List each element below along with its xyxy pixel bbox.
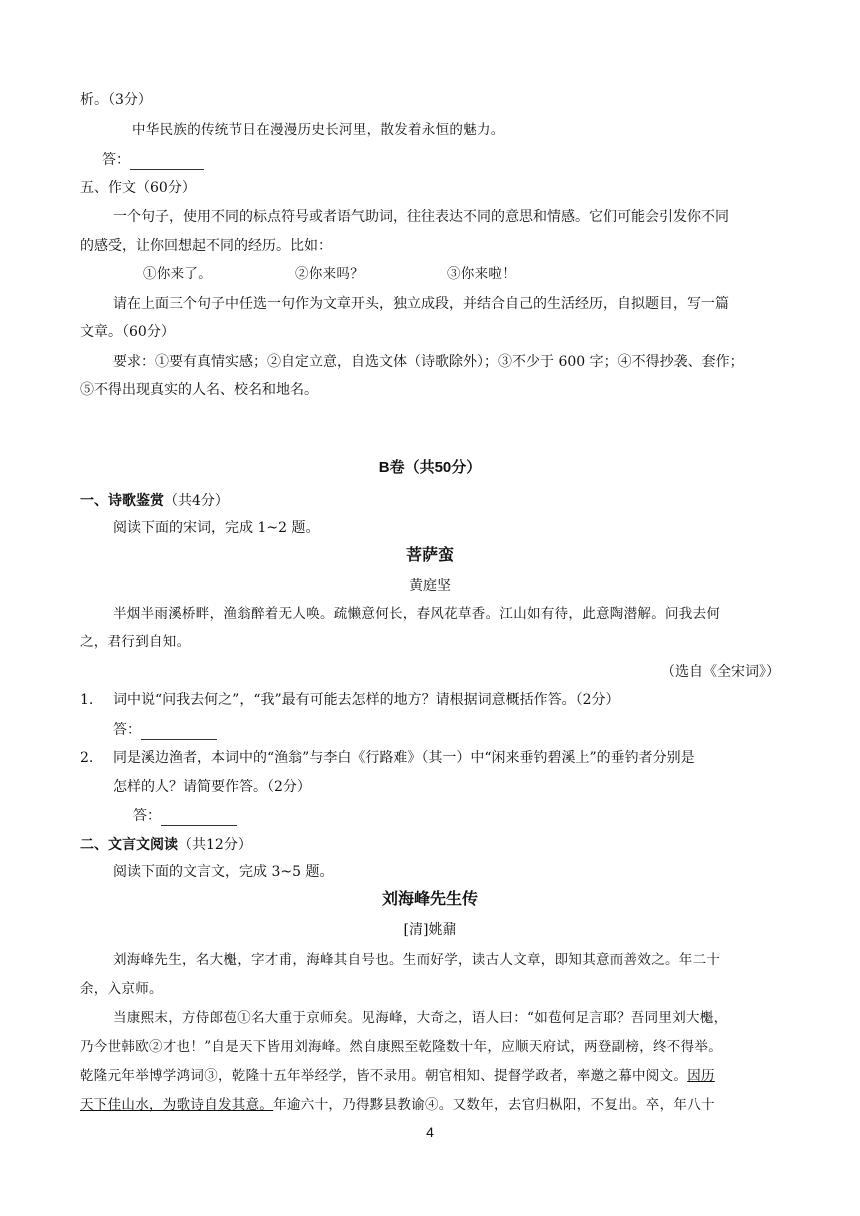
text-line-6-rest: 年逾六十，乃得黟县教谕④。又数年，去官归枞阳，不复出。卒，年八十: [273, 1097, 715, 1113]
section-1-intro: 阅读下面的宋词，完成 1~2 题。: [113, 520, 320, 536]
question-2-answer: [133, 806, 780, 826]
answer-label: 答：: [113, 722, 141, 738]
essay-paragraph-2: 请在上面三个句子中任选一句作为文章开头，独立成段，并结合自己的生活经历，自拟题目，写一篇: [113, 296, 729, 312]
question-1: [80, 690, 780, 710]
section-2-intro: 阅读下面的文言文，完成 3~5 题。: [113, 864, 334, 880]
answer-blank[interactable]: [130, 155, 204, 170]
text-line-5-main: 乾隆元年举博学鸿词③，乾隆十五年举经学，皆不录用。朝官相知、提督学政者，率邀之幕中阅文。: [80, 1068, 688, 1084]
answer-blank[interactable]: [161, 811, 237, 826]
poem-title: 菩萨蛮: [405, 547, 454, 564]
text-line-6: [80, 1095, 780, 1115]
answer-line: [102, 150, 780, 170]
section-1-points: （共4分）: [164, 493, 229, 509]
section-1-heading: [80, 490, 780, 511]
text-line-3: 当康熙末，方侍郎苞①名大重于京师矣。见海峰，大奇之，语人曰：“如苞何足言耶？吾同里刘大櫆，: [113, 1010, 728, 1026]
essay-paragraph-1: 一个句子，使用不同的标点符号或者语气助词，往往表达不同的意思和情感。它们可能会引发你不同: [113, 209, 729, 225]
underlined-sentence-start: 因历: [687, 1068, 715, 1084]
section-1-title: 一、诗歌鉴赏: [80, 492, 164, 508]
poem-source: （选自《全宋词》）: [661, 664, 780, 680]
essay-requirements: 要求：①要有真情实感；②自定立意，自选文体（诗歌除外）；③不少于 600 字；④不得抄袭、套作；: [113, 354, 744, 370]
poem-author: 黄庭坚: [409, 578, 451, 594]
text-title: 刘海峰先生传: [381, 891, 478, 908]
section-2-points: （共12分）: [178, 837, 252, 853]
question-tail: 析。（3分）: [80, 92, 152, 108]
section-2-heading: [80, 834, 780, 855]
option-1: ①你来了。: [143, 266, 212, 282]
poem-line-1: 半烟半雨溪桥畔，渔翁醉着无人唤。疏懒意何长，春风花草香。江山如有待，此意陶潜解。问我去何: [113, 606, 721, 622]
option-2: ②你来吗？: [295, 266, 364, 282]
answer-label: 答：: [102, 152, 130, 168]
essay-paragraph-1-cont: 的感受，让你回想起不同的经历。比如：: [80, 238, 332, 254]
option-3: ③你来啦！: [447, 266, 516, 282]
section-2-title: 二、文言文阅读: [80, 836, 178, 852]
question-1-text: 词中说“问我去何之”，“我”最有可能去怎样的地方？请根据词意概括作答。（2分）: [113, 692, 620, 708]
poem-line-2: 之，君行到自知。: [80, 634, 191, 650]
question-2-cont: 怎样的人？请简要作答。（2分）: [113, 779, 311, 795]
page-number: 4: [426, 1124, 434, 1140]
text-line-2: 余，入京师。: [80, 981, 163, 997]
question-2-number: 2.: [80, 750, 94, 766]
underlined-sentence-end: 天下佳山水，为歌诗自发其意。: [80, 1097, 274, 1113]
question-2-text: 同是溪边渔者，本词中的“渔翁”与李白《行路难》（其一）中“闲来垂钓碧溪上”的垂钓者分别是: [113, 750, 695, 766]
text-line-4: 乃今世韩欧②才也！”自是天下皆用刘海峰。然自康熙至乾隆数十年，应顺天府试，两登副榜，终不得举。: [80, 1039, 722, 1055]
analysis-sentence: 中华民族的传统节日在漫漫历史长河里，散发着永恒的魅力。: [132, 122, 505, 138]
question-1-answer: [113, 720, 780, 740]
question-1-number: 1.: [80, 692, 94, 708]
text-line-1: 刘海峰先生，名大櫆，字才甫，海峰其自号也。生而好学，读古人文章，即知其意而善效之。年二十: [113, 952, 721, 968]
answer-blank[interactable]: [141, 725, 217, 740]
question-2: [80, 748, 780, 768]
text-author: [清]姚鼐: [403, 922, 457, 938]
text-line-5: [80, 1066, 780, 1086]
essay-options: [143, 264, 780, 284]
part-b-title: B卷（共50分）: [378, 459, 482, 476]
essay-requirements-cont: ⑤不得出现真实的人名、校名和地名。: [80, 382, 318, 398]
essay-heading: 五、作文（60分）: [80, 180, 196, 196]
answer-label: 答：: [133, 808, 161, 824]
essay-paragraph-2-cont: 文章。（60分）: [80, 324, 175, 340]
